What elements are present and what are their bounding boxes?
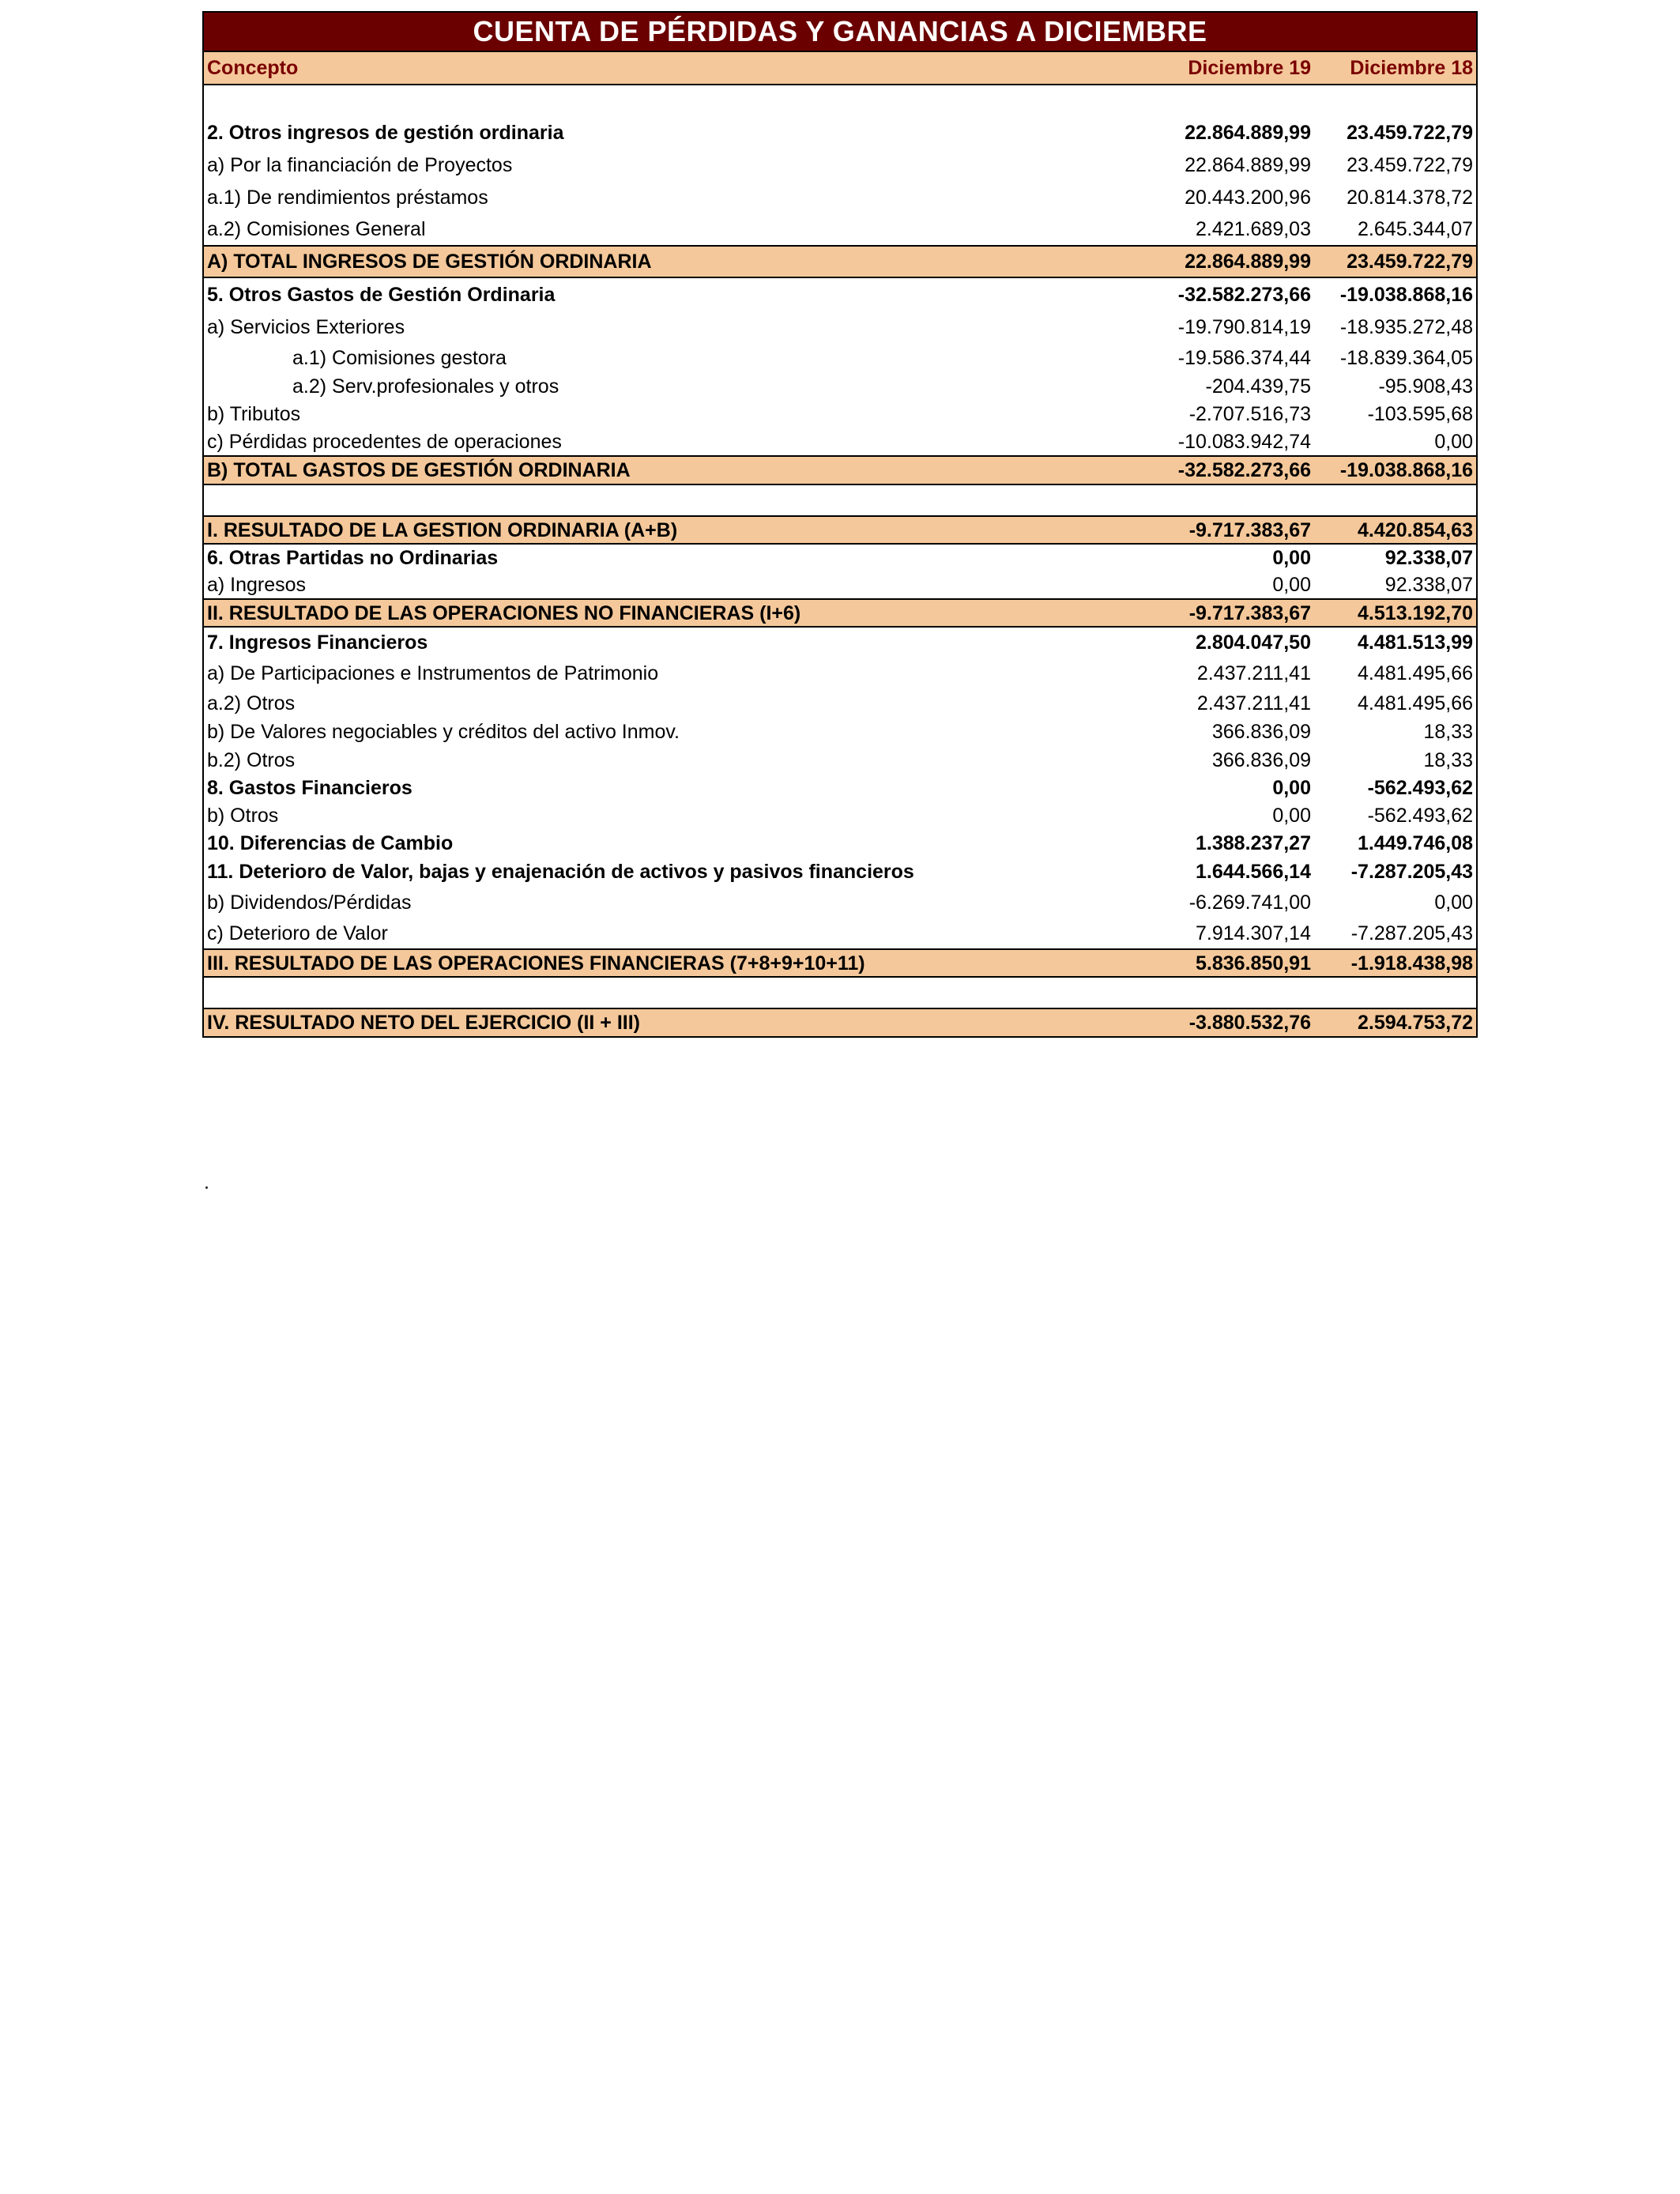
row-value-dic18: -18.839.364,05 [1314, 343, 1477, 372]
table-row [203, 181, 1477, 213]
row-value-dic19: 22.864.889,99 [1151, 246, 1314, 277]
row-label: 2. Otros ingresos de gestión ordinaria [203, 117, 1151, 149]
title-row [203, 12, 1477, 51]
table-row [203, 311, 1477, 343]
row-value-dic18: 0,00 [1314, 886, 1477, 918]
row-value-dic19: -3.880.532,76 [1151, 1008, 1314, 1037]
total-row [203, 599, 1477, 627]
spacer-row [203, 484, 1477, 516]
row-label: B) TOTAL GASTOS DE GESTIÓN ORDINARIA [203, 456, 1151, 484]
row-value-dic18: 92.338,07 [1314, 571, 1477, 599]
table-body [203, 85, 1477, 1037]
table-row [203, 801, 1477, 829]
row-value-dic19: -9.717.383,67 [1151, 599, 1314, 627]
table-row [203, 746, 1477, 774]
pnl-sheet [202, 11, 1476, 1038]
spacer-row [203, 85, 1477, 101]
header-concepto: Concepto [203, 51, 1151, 85]
row-value-dic18: 4.481.513,99 [1314, 627, 1477, 657]
row-label: b) Dividendos/Pérdidas [203, 886, 1151, 918]
table-row [203, 657, 1477, 689]
row-value-dic19: -32.582.273,66 [1177, 283, 1311, 306]
table-row [203, 343, 1477, 372]
row-label: a.2) Serv.profesionales y otros [203, 372, 1151, 400]
row-label: III. RESULTADO DE LAS OPERACIONES FINANCIERAS (7+8+9+10+11) [203, 949, 1151, 977]
row-label: a) De Participaciones e Instrumentos de Patrimonio [203, 657, 1151, 689]
row-value-dic19: 1.644.566,14 [1196, 861, 1311, 883]
table-row [203, 428, 1477, 456]
row-value-dic19: 2.437.211,41 [1196, 692, 1311, 714]
row-value-dic18: -19.038.868,16 [1314, 277, 1477, 311]
total-row [203, 456, 1477, 484]
table-row [203, 571, 1477, 599]
row-label: c) Deterioro de Valor [203, 918, 1151, 949]
row-value-dic18: 4.481.495,66 [1314, 689, 1477, 718]
row-label: 8. Gastos Financieros [203, 774, 1151, 801]
row-value-dic18: 4.420.854,63 [1314, 516, 1477, 544]
row-value-dic19: 0,00 [1272, 574, 1311, 596]
row-label: 6. Otras Partidas no Ordinarias [203, 544, 1151, 571]
row-value-dic18: 18,33 [1314, 746, 1477, 774]
row-value-dic19: 22.864.889,99 [1185, 153, 1311, 176]
row-label: a.2) Comisiones General [203, 213, 1151, 246]
row-label: 11. Deterioro de Valor, bajas y enajenación de activos y pasivos financieros [203, 858, 1151, 886]
row-value-dic19: 20.443.200,96 [1185, 186, 1311, 209]
row-value-dic19: -10.083.942,74 [1177, 431, 1311, 453]
table-row [203, 277, 1477, 311]
total-row [203, 1008, 1477, 1037]
row-label: a.1) Comisiones gestora [203, 343, 1151, 372]
row-value-dic19: 0,00 [1272, 804, 1311, 827]
row-label: 10. Diferencias de Cambio [203, 829, 1151, 858]
row-label: a) Servicios Exteriores [203, 311, 1151, 343]
row-value-dic18: -103.595,68 [1314, 400, 1477, 428]
header-dic18: Diciembre 18 [1314, 51, 1477, 85]
table-row [203, 372, 1477, 400]
table-row [203, 149, 1477, 181]
row-value-dic19: 0,00 [1272, 776, 1311, 799]
table-row [203, 213, 1477, 246]
row-value-dic19: 366.836,09 [1211, 748, 1311, 771]
table-row [203, 689, 1477, 718]
table-row [203, 918, 1477, 949]
row-value-dic18: 23.459.722,79 [1314, 149, 1477, 181]
row-label: a) Por la financiación de Proyectos [203, 149, 1151, 181]
row-label: II. RESULTADO DE LAS OPERACIONES NO FINANCIERAS (I+6) [203, 599, 1151, 627]
table-row [203, 829, 1477, 858]
row-value-dic18: 23.459.722,79 [1314, 117, 1477, 149]
spacer-row [203, 101, 1477, 117]
row-value-dic18: -1.918.438,98 [1314, 949, 1477, 977]
row-value-dic18: -7.287.205,43 [1314, 858, 1477, 886]
row-value-dic18: -18.935.272,48 [1314, 311, 1477, 343]
total-row [203, 949, 1477, 977]
row-value-dic19: -9.717.383,67 [1151, 516, 1314, 544]
sheet-title: CUENTA DE PÉRDIDAS Y GANANCIAS A DICIEMBRE [203, 12, 1477, 51]
row-value-dic18: 4.513.192,70 [1314, 599, 1477, 627]
row-value-dic19: 22.864.889,99 [1185, 122, 1311, 144]
table-row [203, 886, 1477, 918]
footer-mark: . [204, 1171, 209, 1193]
table-row [203, 627, 1477, 657]
row-label: a) Ingresos [203, 571, 1151, 599]
table-row [203, 544, 1477, 571]
row-value-dic18: 0,00 [1314, 428, 1477, 456]
row-value-dic19: 5.836.850,91 [1151, 949, 1314, 977]
total-row [203, 246, 1477, 277]
row-value-dic18: 4.481.495,66 [1314, 657, 1477, 689]
row-value-dic18: 18,33 [1314, 718, 1477, 746]
row-value-dic18: -19.038.868,16 [1314, 456, 1477, 484]
row-value-dic19: -19.790.814,19 [1177, 315, 1311, 338]
table-row [203, 400, 1477, 428]
table-row [203, 774, 1477, 801]
row-value-dic18: 20.814.378,72 [1314, 181, 1477, 213]
table-row [203, 117, 1477, 149]
row-value-dic19: 7.914.307,14 [1196, 922, 1311, 944]
row-value-dic19: -6.269.741,00 [1188, 891, 1311, 914]
pnl-table [202, 11, 1478, 1038]
row-value-dic19: 2.804.047,50 [1196, 631, 1311, 654]
row-label: b.2) Otros [203, 746, 1151, 774]
header-row [203, 51, 1477, 85]
row-label: IV. RESULTADO NETO DEL EJERCICIO (II + III) [203, 1008, 1151, 1037]
row-label: b) Tributos [203, 400, 1151, 428]
row-value-dic19: -2.707.516,73 [1188, 403, 1311, 425]
row-value-dic19: -19.586.374,44 [1177, 346, 1311, 369]
spacer-row [203, 977, 1477, 1008]
row-value-dic18: -562.493,62 [1314, 801, 1477, 829]
table-row [203, 718, 1477, 746]
table-row [203, 858, 1477, 886]
row-label: b) De Valores negociables y créditos del activo Inmov. [203, 718, 1151, 746]
row-label: b) Otros [203, 801, 1151, 829]
row-value-dic19: -204.439,75 [1205, 375, 1311, 398]
row-label: A) TOTAL INGRESOS DE GESTIÓN ORDINARIA [203, 246, 1151, 277]
header-dic19: Diciembre 19 [1151, 51, 1314, 85]
row-value-dic19: 2.437.211,41 [1196, 662, 1311, 684]
row-value-dic18: 1.449.746,08 [1314, 829, 1477, 858]
row-value-dic19: 366.836,09 [1211, 721, 1311, 743]
row-value-dic18: 2.645.344,07 [1314, 213, 1477, 246]
row-label: 5. Otros Gastos de Gestión Ordinaria [203, 277, 1151, 311]
row-value-dic19: 0,00 [1272, 547, 1311, 569]
row-label: I. RESULTADO DE LA GESTION ORDINARIA (A+B) [203, 516, 1151, 544]
row-value-dic18: -7.287.205,43 [1314, 918, 1477, 949]
row-value-dic19: -32.582.273,66 [1151, 456, 1314, 484]
row-value-dic18: -562.493,62 [1314, 774, 1477, 801]
row-label: a.1) De rendimientos préstamos [203, 181, 1151, 213]
row-value-dic19: 1.388.237,27 [1196, 832, 1311, 854]
row-value-dic19: 2.421.689,03 [1196, 218, 1311, 240]
row-value-dic18: 92.338,07 [1314, 544, 1477, 571]
row-value-dic18: -95.908,43 [1314, 372, 1477, 400]
row-label: 7. Ingresos Financieros [203, 627, 1151, 657]
row-value-dic18: 2.594.753,72 [1314, 1008, 1477, 1037]
total-row [203, 516, 1477, 544]
row-label: c) Pérdidas procedentes de operaciones [203, 428, 1151, 456]
row-value-dic18: 23.459.722,79 [1314, 246, 1477, 277]
row-label: a.2) Otros [203, 689, 1151, 718]
